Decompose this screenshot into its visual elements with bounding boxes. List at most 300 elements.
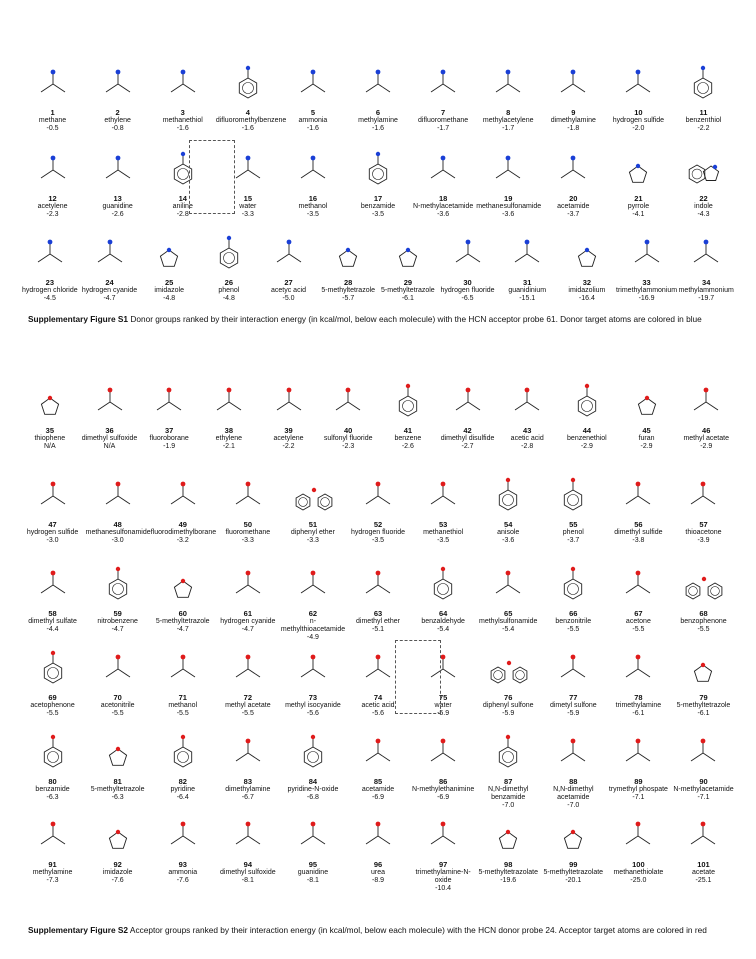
molecule-structure [476,725,541,771]
molecule-structure [280,725,345,771]
molecule-entry [20,725,85,811]
interaction-energy: -4.4 [46,626,59,633]
molecule-structure [150,725,215,771]
molecule-entry [20,641,85,719]
molecule-name: hydrogen fluoride [440,287,495,294]
molecule-entry [378,226,438,304]
molecule-structure [606,56,671,102]
molecule-name: methyl acetate [683,435,729,442]
interaction-energy: -2.3 [342,443,355,450]
interaction-energy: -3.7 [567,537,580,544]
molecule-entry [215,808,280,894]
molecule-structure [20,226,80,272]
molecule-structure [85,468,150,514]
molecule-structure [378,374,438,420]
molecule-name: acetylene [273,435,304,442]
molecule-number: 40 [344,426,353,435]
molecule-name: pyrrole [627,203,650,210]
interaction-energy: -5.6 [306,710,319,717]
molecule-structure [606,142,671,188]
molecule-structure [80,374,140,420]
interaction-energy: -5.9 [567,710,580,717]
interaction-energy: -2.6 [401,443,414,450]
interaction-energy: -5.5 [241,710,254,717]
molecule-structure [215,56,280,102]
molecule-name: phenol [218,287,240,294]
molecule-entry [215,641,280,719]
molecule-structure [80,226,140,272]
molecule-entry [80,226,140,304]
interaction-energy: -3.8 [632,537,645,544]
molecule-entry [345,142,410,220]
molecule-structure [85,808,150,854]
interaction-energy: -7.6 [176,877,189,884]
molecule-number: 71 [178,693,187,702]
molecule-number: 25 [165,278,174,287]
molecule-structure [541,468,606,514]
molecule-structure [150,641,215,687]
molecule-entry [438,374,498,452]
interaction-energy: -19.6 [500,877,517,884]
molecule-structure [411,142,476,188]
molecule-number: 45 [642,426,651,435]
molecule-entry [280,142,345,220]
molecule-entry [20,557,85,643]
molecule-structure [345,808,410,854]
molecule-structure [378,226,438,272]
molecule-entry [139,374,199,452]
molecule-structure [199,374,259,420]
molecule-entry [541,725,606,811]
molecule-entry [345,468,410,546]
interaction-energy: N/A [44,443,56,450]
interaction-energy: -5.9 [502,710,515,717]
molecule-structure [20,374,80,420]
interaction-energy: -6.9 [437,794,450,801]
molecule-name: acetamide [557,203,590,210]
molecule-number: 26 [224,278,234,287]
molecule-number: 27 [284,278,293,287]
molecule-number: 18 [438,194,448,203]
molecule-entry [476,56,541,134]
figure-s1-row [20,142,736,220]
interaction-energy: -10.4 [435,885,452,892]
molecule-name: trimethylamine [615,702,662,709]
molecule-entry [671,808,736,894]
interaction-energy: -2.7 [461,443,474,450]
molecule-structure [150,56,215,102]
interaction-energy: -3.5 [437,537,450,544]
molecule-number: 59 [113,609,122,618]
interaction-energy: -2.6 [111,211,124,218]
molecule-structure [606,557,671,603]
molecule-structure [280,808,345,854]
molecule-number: 53 [438,520,448,529]
molecule-entry [85,557,150,643]
interaction-energy: -4.9 [306,634,319,641]
molecule-structure [280,641,345,687]
interaction-energy: -7.6 [111,877,124,884]
molecule-name: acetyc acid [271,287,307,294]
interaction-energy: -6.3 [111,794,124,801]
molecule-number: 36 [105,426,114,435]
interaction-energy: -5.7 [342,295,355,302]
molecule-entry [280,468,345,546]
interaction-energy: -1.6 [371,125,385,132]
molecule-number: 22 [699,194,708,203]
molecule-entry [259,226,319,304]
interaction-energy: -6.3 [46,794,59,801]
molecule-number: 17 [373,194,383,203]
molecule-structure [345,557,410,603]
interaction-energy: -4.7 [111,626,124,633]
interaction-energy: -5.4 [437,626,450,633]
molecule-entry [476,808,541,894]
interaction-energy: -8.1 [241,877,254,884]
molecule-number: 32 [582,278,592,287]
molecule-entry [438,226,498,304]
molecule-entry [150,641,215,719]
molecule-entry [318,374,378,452]
molecule-name: N-methylethanimine [411,786,475,793]
molecule-entry [378,374,438,452]
molecule-name: thiophene [34,435,66,442]
molecule-structure [259,226,319,272]
molecule-structure [85,725,150,771]
molecule-structure [20,142,85,188]
molecule-name: methanethiol [162,117,203,124]
molecule-number: 58 [48,609,57,618]
molecule-entry [85,142,150,220]
interaction-energy: -2.2 [282,443,295,450]
molecule-number: 61 [243,609,252,618]
figure-s2-row [20,641,736,719]
molecule-entry [85,808,150,894]
molecule-entry [139,226,199,304]
interaction-energy: -7.0 [502,802,515,809]
interaction-energy: -3.6 [437,211,450,218]
molecule-number: 42 [463,426,472,435]
molecule-entry [541,641,606,719]
molecule-name: methanol [168,702,198,709]
interaction-energy: -5.5 [176,710,189,717]
interaction-energy: -6.5 [461,295,474,302]
molecule-name: benzonitrile [555,618,592,625]
molecule-name: imidazole [102,869,133,876]
molecule-number: 57 [699,520,708,529]
molecule-number: 46 [702,426,711,435]
interaction-energy: -5.9 [437,710,450,717]
figure-s1-caption [28,314,728,325]
molecule-number: 92 [113,860,122,869]
interaction-energy: -1.8 [567,125,580,132]
molecule-number: 48 [113,520,122,529]
molecule-entry [557,226,617,304]
molecule-name: dimethyl sulfide [614,529,663,536]
molecule-entry [476,725,541,811]
molecule-name: 5-methyltetrazole [676,702,731,709]
molecule-structure [671,56,736,102]
interaction-energy: -8.9 [371,877,385,884]
molecule-name: methanesulfonamide [476,203,542,210]
interaction-energy: -2.3 [46,211,59,218]
molecule-structure [215,725,280,771]
molecule-name: difluoromethylbenzene [215,117,287,124]
figure-s2-row [20,557,736,643]
molecule-structure [20,641,85,687]
molecule-number: 64 [438,609,448,618]
interaction-energy: -5.5 [567,626,580,633]
molecule-structure [676,226,736,272]
molecule-name: benzenethiol [567,435,607,442]
molecule-entry [150,808,215,894]
molecule-entry [541,142,606,220]
interaction-energy: -6.8 [306,794,319,801]
molecule-structure [215,641,280,687]
molecule-name: dimethylamine [550,117,596,124]
molecule-name: acetic acid [361,702,395,709]
molecule-structure [606,725,671,771]
molecule-name: diphenyl ether [290,529,335,536]
molecule-structure [215,557,280,603]
molecule-entry [411,468,476,546]
molecule-structure [411,56,476,102]
molecule-entry [671,142,736,220]
interaction-energy: -3.0 [111,537,124,544]
molecule-number: 31 [523,278,532,287]
molecule-entry [476,557,541,643]
molecule-name: imidazole [154,287,184,294]
molecule-entry [80,374,140,452]
molecule-structure [150,468,215,514]
molecule-name: dimethyl disulfide [440,435,495,442]
molecule-structure [476,641,541,687]
interaction-energy: -0.5 [46,125,59,132]
molecule-structure [411,725,476,771]
molecule-name: guanidine [102,203,133,210]
molecule-name: difluoromethane [418,117,469,124]
molecule-entry [617,374,677,452]
interaction-energy: -2.8 [521,443,534,450]
molecule-number: 77 [569,693,578,702]
molecule-name: dimethyl sulfate [28,618,77,625]
molecule-entry [671,557,736,643]
molecule-number: 6 [375,108,381,117]
molecule-entry [150,725,215,811]
interaction-energy: -7.1 [632,794,645,801]
interaction-energy: -1.9 [163,443,176,450]
molecule-number: 16 [308,194,318,203]
figure-s1-row [20,226,736,304]
molecule-entry [199,226,259,304]
interaction-energy: -4.7 [103,295,116,302]
molecule-number: 11 [699,108,708,117]
molecule-name: ethylene [104,117,131,124]
molecule-structure [20,557,85,603]
interaction-energy: -3.2 [176,537,189,544]
molecule-name: N,N-dimethyl benzamide [487,786,529,801]
figure-s1-caption-label: Supplementary Figure S1 [28,314,129,324]
interaction-energy: -7.0 [567,802,580,809]
molecule-name: acetophenone [30,702,75,709]
molecule-name: trimethylammonium [616,287,678,294]
molecule-structure [411,808,476,854]
molecule-number: 29 [403,278,413,287]
molecule-entry [606,142,671,220]
molecule-name: methylsulfonamide [479,618,538,625]
molecule-number: 60 [178,609,187,618]
interaction-energy: -4.3 [697,211,710,218]
molecule-name: methanethiol [423,529,464,536]
interaction-energy: -1.6 [306,125,319,132]
molecule-number: 39 [284,426,293,435]
molecule-structure [557,374,617,420]
molecule-name: thioacetone [685,529,722,536]
molecule-entry [476,468,541,546]
molecule-entry [150,468,215,546]
molecule-name: methyl isocyanide [285,702,341,709]
molecule-number: 28 [344,278,353,287]
molecule-number: 52 [373,520,383,529]
molecule-name: dimethyl sulfoxide [220,869,276,876]
molecule-entry [345,808,410,894]
interaction-energy: -2.8 [176,211,189,218]
molecule-structure [345,142,410,188]
interaction-energy: -6.1 [401,295,414,302]
molecule-structure [476,142,541,188]
interaction-energy: -6.1 [697,710,710,717]
interaction-energy: -19.7 [698,295,715,302]
molecule-name: N,N-dimethyl acetamide [553,786,594,801]
molecule-name: hydrogen cyanide [220,618,276,625]
molecule-entry [541,468,606,546]
molecule-number: 47 [48,520,57,529]
interaction-energy: -1.6 [241,125,254,132]
molecule-entry [85,56,150,134]
molecule-number: 95 [308,860,318,869]
molecule-structure [671,725,736,771]
molecule-number: 83 [243,777,252,786]
interaction-energy: -3.3 [306,537,319,544]
molecule-structure [280,56,345,102]
molecule-entry [280,641,345,719]
molecule-number: 91 [48,860,57,869]
molecule-number: 67 [634,609,643,618]
molecule-number: 94 [243,860,252,869]
molecule-name: trymethyl phospate [608,786,668,793]
molecule-entry [259,374,319,452]
molecule-number: 9 [571,108,576,117]
molecule-name: 5-methyltetrazole [321,287,376,294]
molecule-entry [20,808,85,894]
interaction-energy: -3.3 [241,537,254,544]
molecule-structure [20,808,85,854]
molecule-name: 5-methyltetrazolate [543,869,604,876]
molecule-entry [476,641,541,719]
molecule-name: water [239,203,257,210]
molecule-structure [606,641,671,687]
figure-s1-row [20,56,736,134]
molecule-number: 73 [308,693,318,702]
molecule-entry [215,56,287,134]
molecule-number: 7 [441,108,446,117]
molecule-name: indole [694,203,713,210]
molecule-name: acetic acid [510,435,544,442]
molecule-structure [438,226,498,272]
molecule-structure [541,725,606,771]
molecule-name: methanesulfonamide [85,529,151,536]
figure-s2-caption [28,925,728,936]
molecule-structure [606,468,671,514]
water-highlight-box-s1 [189,140,235,214]
molecule-entry [215,557,280,643]
molecule-structure [150,808,215,854]
molecule-number: 56 [634,520,643,529]
molecule-number: 49 [178,520,187,529]
molecule-number: 90 [699,777,708,786]
interaction-energy: -5.5 [632,626,645,633]
molecule-number: 38 [224,426,234,435]
molecule-name: 5-methyltetrazole [155,618,210,625]
molecule-number: 24 [105,278,114,287]
molecule-entry [20,142,85,220]
molecule-structure [557,226,617,272]
interaction-energy: -3.6 [502,211,515,218]
molecule-name: methanethiolate [613,869,664,876]
molecule-structure [345,56,410,102]
molecule-name: methylammonium [678,287,734,294]
interaction-energy: -4.8 [222,295,235,302]
molecule-number: 96 [373,860,383,869]
interaction-energy: -2.2 [697,125,710,132]
molecule-name: benzaldehyde [421,618,465,625]
figure-s2-caption-label: Supplementary Figure S2 [28,925,129,935]
molecule-structure [476,557,541,603]
interaction-energy: -5.6 [371,710,385,717]
molecule-number: 98 [504,860,513,869]
interaction-energy: -4.7 [176,626,189,633]
molecule-structure [215,468,280,514]
interaction-energy: -16.9 [638,295,655,302]
interaction-energy: -25.0 [630,877,647,884]
molecule-entry [541,56,606,134]
molecule-name: ammonia [168,869,198,876]
molecule-name: 5-methyltetrazole [90,786,145,793]
molecule-structure [476,56,541,102]
molecule-name: acetamide [361,786,395,793]
molecule-number: 68 [699,609,708,618]
molecule-structure [541,808,606,854]
figure-s2-row [20,808,736,894]
molecule-structure [20,725,85,771]
molecule-entry [411,725,476,811]
molecule-entry [345,56,410,134]
molecule-entry [215,725,280,811]
molecule-entry [411,557,476,643]
interaction-energy: -3.5 [371,211,385,218]
molecule-structure [345,725,410,771]
molecule-entry [606,557,671,643]
molecule-name: benzophenone [680,618,727,625]
interaction-energy: -20.1 [565,877,582,884]
molecule-entry [20,56,85,134]
molecule-name: hydrogen cyanide [81,287,138,294]
molecule-entry [541,557,606,643]
molecule-name: ammonia [298,117,328,124]
molecule-name: acetonitrile [100,702,135,709]
interaction-energy: -2.0 [632,125,645,132]
molecule-name: 5-methyltetrazolate [478,869,538,876]
